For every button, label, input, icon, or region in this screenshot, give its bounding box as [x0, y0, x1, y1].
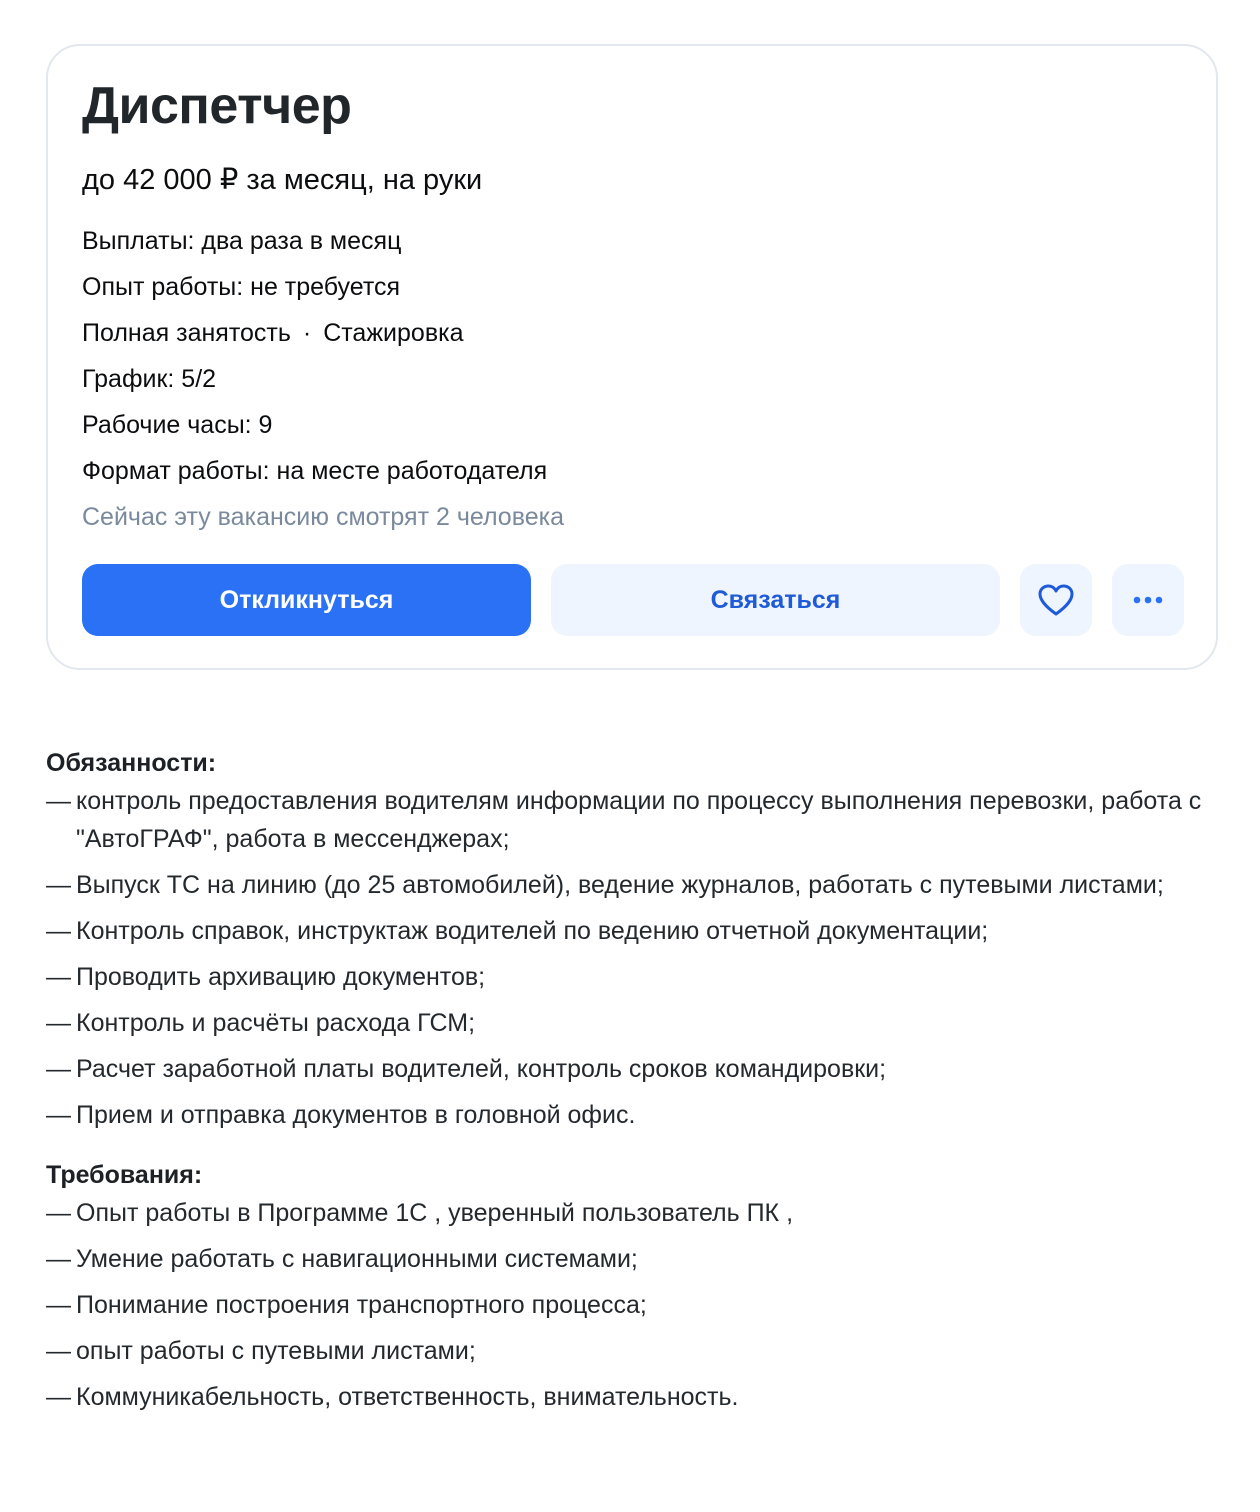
vacancy-description: [46, 744, 1216, 1424]
vacancy-info-list: [82, 218, 564, 540]
duty-item: — Прием и отправка документов в головной офис.: [46, 1096, 1216, 1134]
duties-list: [46, 782, 1216, 1134]
hours-info: Рабочие часы: 9: [82, 411, 273, 439]
vacancy-card: [46, 44, 1218, 670]
salary: до 42 000 ₽ за месяц, на руки: [82, 164, 483, 196]
action-bar: [82, 564, 1184, 636]
employment-info: [82, 310, 564, 356]
watchers-count: Сейчас эту вакансию смотрят 2 человека: [82, 503, 565, 531]
requirements-title: Требования:: [46, 1161, 203, 1189]
duties-title: Обязанности:: [46, 749, 217, 777]
employment-type: Полная занятость: [82, 319, 291, 347]
respond-button[interactable]: Откликнуться: [82, 564, 531, 636]
schedule-info: График: 5/2: [82, 365, 217, 393]
vacancy-title: Диспетчер: [82, 77, 352, 135]
requirement-item: — Коммуникабельность, ответственность, внимательность.: [46, 1378, 1216, 1416]
heart-icon: [1037, 583, 1075, 617]
duty-item: — Выпуск ТС на линию (до 25 автомобилей), ведение журналов, работать с путевыми листами;: [46, 866, 1216, 904]
duty-item: — Контроль и расчёты расхода ГСМ;: [46, 1004, 1216, 1042]
requirement-item: — Опыт работы в Программе 1С , уверенный пользователь ПК ,: [46, 1194, 1216, 1232]
more-dots-icon: [1132, 595, 1164, 605]
separator-dot: ·: [302, 319, 312, 347]
requirement-item: — опыт работы с путевыми листами;: [46, 1332, 1216, 1370]
contact-button[interactable]: Связаться: [551, 564, 1000, 636]
favorite-button[interactable]: [1020, 564, 1092, 636]
employment-extra: Стажировка: [323, 319, 464, 347]
work-format-info: Формат работы: на месте работодателя: [82, 457, 548, 485]
experience-info: Опыт работы: не требуется: [82, 273, 401, 301]
duty-item: — контроль предоставления водителям информации по процессу выполнения перевозки, работа с "АвтоГРАФ", работа в мессенджерах;: [46, 782, 1216, 858]
requirement-item: — Понимание построения транспортного процесса;: [46, 1286, 1216, 1324]
payments-info: Выплаты: два раза в месяц: [82, 227, 402, 255]
duty-item: — Контроль справок, инструктаж водителей по ведению отчетной документации;: [46, 912, 1216, 950]
duty-item: — Расчет заработной платы водителей, контроль сроков командировки;: [46, 1050, 1216, 1088]
more-button[interactable]: [1112, 564, 1184, 636]
requirement-item: — Умение работать с навигационными системами;: [46, 1240, 1216, 1278]
requirements-list: [46, 1194, 1216, 1416]
section-spacer: [46, 1142, 1216, 1156]
duty-item: — Проводить архивацию документов;: [46, 958, 1216, 996]
